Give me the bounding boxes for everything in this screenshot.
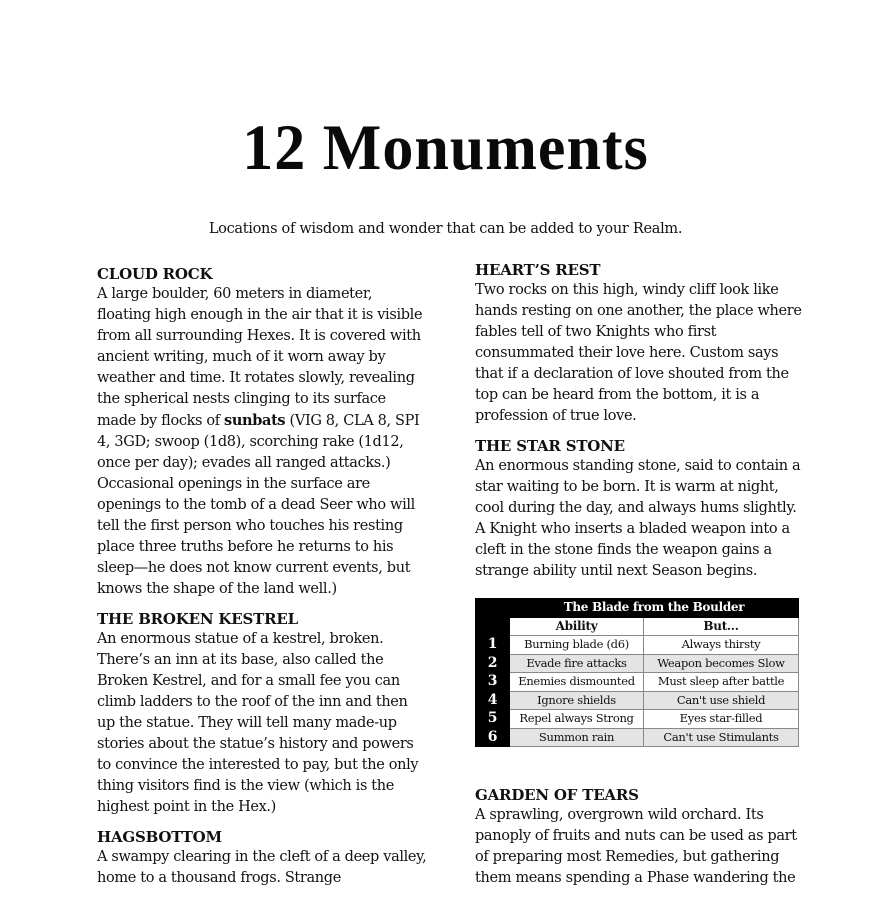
ability-cell: Evade fire attacks [510,654,644,673]
ability-cell: Enemies dismounted [510,673,644,692]
section-body: A sprawling, overgrown wild orchard. Its panoply of fruits and nuts can be used as part of preparing most Remedies, but gathering them means spending a Phase wandering the [475,807,797,886]
drawback-cell: Weapon becomes Slow [644,654,799,673]
roll-number: 5 [476,710,510,729]
ability-cell: Ignore shields [510,691,644,710]
drawback-cell: Can't use Stimulants [644,728,799,747]
table-caption-row [476,599,799,618]
drawback-cell: Can't use shield [644,691,799,710]
roll-number: 1 [476,636,510,655]
section-heading: HAGSBOTTOM [97,828,222,846]
section-star-stone [475,437,805,582]
roll-number: 3 [476,673,510,692]
section-body: An enormous standing stone, said to contain a star waiting to be born. It is warm at night, cool during the day, and always hums slightly. A Knight who inserts a bladed weapon into a cleft in the stone finds the weapon gains a strange ability until next Season begins. [475,458,801,579]
drawback-cell: Must sleep after battle [644,673,799,692]
page-subtitle: Locations of wisdom and wonder that can be added to your Realm. [208,221,683,237]
section-broken-kestrel [97,610,427,818]
table-row [476,654,799,673]
roll-number: 6 [476,728,510,747]
body-text: A large boulder, 60 meters in diameter, floating high enough in the air that it is visible from all surrounding Hexes. It is covered with ancient writing, much of it worn away by weather and time. It rotates slowly, revealing the spherical nests clinging to its surface made by flocks of [97,286,423,429]
section-cloud-rock [97,265,427,600]
table-corner [476,599,510,618]
table-corner [476,617,510,636]
section-heading: THE BROKEN KESTREL [97,610,298,628]
ability-cell: Burning blade (d6) [510,636,644,655]
right-column [475,261,805,592]
left-column [97,265,427,899]
column-header-ability: Ability [510,617,644,636]
section-heading: THE STAR STONE [475,437,625,455]
drawback-cell: Eyes star-filled [644,710,799,729]
table-row [476,636,799,655]
roll-number: 2 [476,654,510,673]
page-title: 12 Monuments [242,112,649,184]
body-text: (VIG 8, CLA 8, SPI 4, 3GD; swoop (1d8), scorching rake (1d12, once per day); evades all ranged attacks.) Occasional openings in the surface are openings to the tomb of a dead Seer who will tell the first person who touches his resting place three truths before he returns to his sleep—he does not know current events, but knows the shape of the land well.) [97,413,420,597]
ability-cell: Summon rain [510,728,644,747]
table-header-row [476,617,799,636]
section-body: An enormous statue of a kestrel, broken. There’s an inn at its base, also called the Broken Kestrel, and for a small fee you can climb ladders to the roof of the inn and then up the statue. They will tell many made-up stories about the statue’s history and powers to convince the interested to pay, but the only thing visitors find is the view (which is the highest point in the Hex.) [97,631,419,815]
section-hearts-rest [475,261,805,427]
table-caption: The Blade from the Boulder [510,599,799,618]
creature-name: sunbats [224,412,286,429]
section-heading: GARDEN OF TEARS [475,786,639,804]
drawback-cell: Always thirsty [644,636,799,655]
table-row [476,691,799,710]
section-garden-of-tears [475,786,805,889]
section-body: Two rocks on this high, windy cliff look like hands resting on one another, the place where fables tell of two Knights who first consummated their love here. Custom says that if a declaration of love shouted from the top can be heard from the bottom, it is a profession of true love. [475,282,802,424]
section-body [97,284,427,600]
table-row [476,710,799,729]
roll-number: 4 [476,691,510,710]
ability-cell: Repel always Strong [510,710,644,729]
column-header-but: But... [644,617,799,636]
blade-from-boulder-table [475,598,799,747]
section-hagsbottom [97,828,427,889]
table-row [476,728,799,747]
table-row [476,673,799,692]
section-heading: CLOUD ROCK [97,265,213,283]
section-heading: HEART’S REST [475,261,601,279]
right-column-lower [475,786,805,899]
section-body: A swampy clearing in the cleft of a deep valley, home to a thousand frogs. Strange [97,849,427,886]
